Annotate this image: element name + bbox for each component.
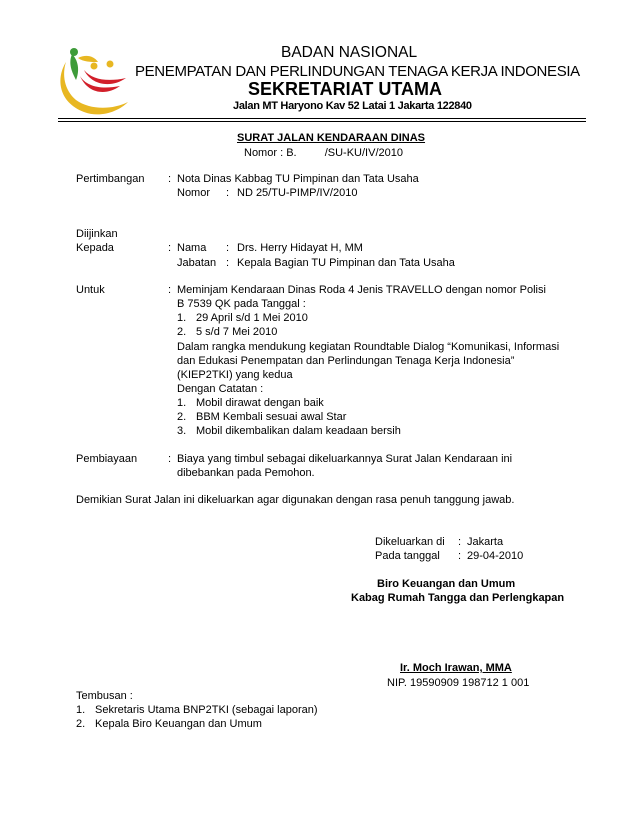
untuk-line1: Meminjam Kendaraan Dinas Roda 4 Jenis TRAVELLO dengan nomor Polisi: [177, 284, 546, 296]
signatory-unit1: Biro Keuangan dan Umum: [377, 578, 516, 590]
issued-date-label: Pada tanggal: [375, 550, 440, 562]
colon: :: [168, 453, 172, 465]
catatan-item-3: 3.: [177, 425, 187, 437]
tembusan-item-1: 1.: [76, 704, 86, 716]
colon: :: [226, 187, 230, 199]
org-unit-title: SEKRETARIAT UTAMA: [248, 79, 442, 99]
untuk-line2: B 7539 QK pada Tanggal :: [177, 298, 306, 310]
colon: :: [168, 284, 172, 296]
catatan-label: Dengan Catatan :: [177, 383, 264, 395]
nama-label: Nama: [177, 242, 207, 254]
letter-number: Nomor : B. /SU-KU/IV/2010: [244, 147, 403, 159]
date-item-1-text: 29 April s/d 1 Mei 2010: [196, 312, 308, 324]
org-address: Jalan MT Haryono Kav 52 Latai 1 Jakarta 122840: [233, 100, 472, 112]
date-item-2: 2.: [177, 326, 187, 338]
colon: :: [458, 536, 462, 548]
letter-number-value: B.: [286, 147, 297, 159]
pertimbangan-text: Nota Dinas Kabbag TU Pimpinan dan Tata Usaha: [177, 173, 419, 185]
colon: :: [168, 242, 172, 254]
issued-place-label: Dikeluarkan di: [375, 536, 445, 548]
untuk-line3: Dalam rangka mendukung kegiatan Roundtable Dialog “Komunikasi, Informasi: [177, 341, 560, 353]
colon: :: [458, 550, 462, 562]
catatan-item-2: 2.: [177, 411, 187, 423]
letter-title: SURAT JALAN KENDARAAN DINAS: [237, 132, 426, 144]
untuk-label: Untuk: [76, 284, 105, 296]
tembusan-label: Tembusan :: [76, 690, 133, 702]
signatory-unit2: Kabag Rumah Tangga dan Perlengkapan: [351, 592, 565, 604]
untuk-line4: dan Edukasi Penempatan dan Perlindungan Tenaga Kerja Indonesia”: [177, 355, 515, 367]
pertimbangan-nomor-value: ND 25/TU-PIMP/IV/2010: [237, 187, 358, 199]
jabatan-value: Kepala Bagian TU Pimpinan dan Tata Usaha: [237, 257, 455, 269]
issued-place-value: Jakarta: [467, 536, 504, 548]
catatan-item-1: 1.: [177, 397, 187, 409]
pembiayaan-line1: Biaya yang timbul sebagai dikeluarkannya Surat Jalan Kendaraan ini: [177, 453, 513, 465]
catatan-item-2-text: BBM Kembali sesuai awal Star: [196, 411, 347, 423]
catatan-item-1-text: Mobil dirawat dengan baik: [196, 397, 324, 409]
diijinkan-label: Diijinkan: [76, 228, 118, 240]
kepada-label: Kepada: [76, 242, 114, 254]
org-name-line1: BADAN NASIONAL: [281, 44, 418, 61]
org-name-line2: PENEMPATAN DAN PERLINDUNGAN TENAGA KERJA INDONESIA: [135, 63, 580, 80]
issued-date-value: 29-04-2010: [467, 550, 524, 562]
letter-number-suffix: /SU-KU/IV/2010: [324, 147, 403, 159]
date-item-2-text: 5 s/d 7 Mei 2010: [196, 326, 278, 338]
tembusan-item-1-text: Sekretaris Utama BNP2TKI (sebagai laporan): [95, 704, 318, 716]
tembusan-item-2-text: Kepala Biro Keuangan dan Umum: [95, 718, 262, 730]
pembiayaan-line2: dibebankan pada Pemohon.: [177, 467, 315, 479]
colon: :: [226, 242, 230, 254]
untuk-line5: (KIEP2TKI) yang kedua: [177, 369, 293, 381]
letter-number-label: Nomor: [244, 147, 278, 159]
pertimbangan-nomor-label: Nomor: [177, 187, 211, 199]
pertimbangan-label: Pertimbangan: [76, 173, 145, 185]
bnp2tki-logo-icon: [50, 40, 134, 120]
signatory-nip: NIP. 19590909 198712 1 001: [387, 677, 530, 689]
header-rule-top: [58, 118, 586, 119]
catatan-item-3-text: Mobil dikembalikan dalam keadaan bersih: [196, 425, 401, 437]
colon: :: [168, 173, 172, 185]
date-item-1: 1.: [177, 312, 187, 324]
signatory-name: Ir. Moch Irawan, MMA: [400, 662, 512, 674]
closing-statement: Demikian Surat Jalan ini dikeluarkan agar digunakan dengan rasa penuh tanggung jawab.: [76, 494, 515, 506]
tembusan-item-2: 2.: [76, 718, 86, 730]
colon: :: [226, 257, 230, 269]
pembiayaan-label: Pembiayaan: [76, 453, 138, 465]
header-rule-bottom: [58, 121, 586, 122]
jabatan-label: Jabatan: [177, 257, 217, 269]
nama-value: Drs. Herry Hidayat H, MM: [237, 242, 363, 254]
